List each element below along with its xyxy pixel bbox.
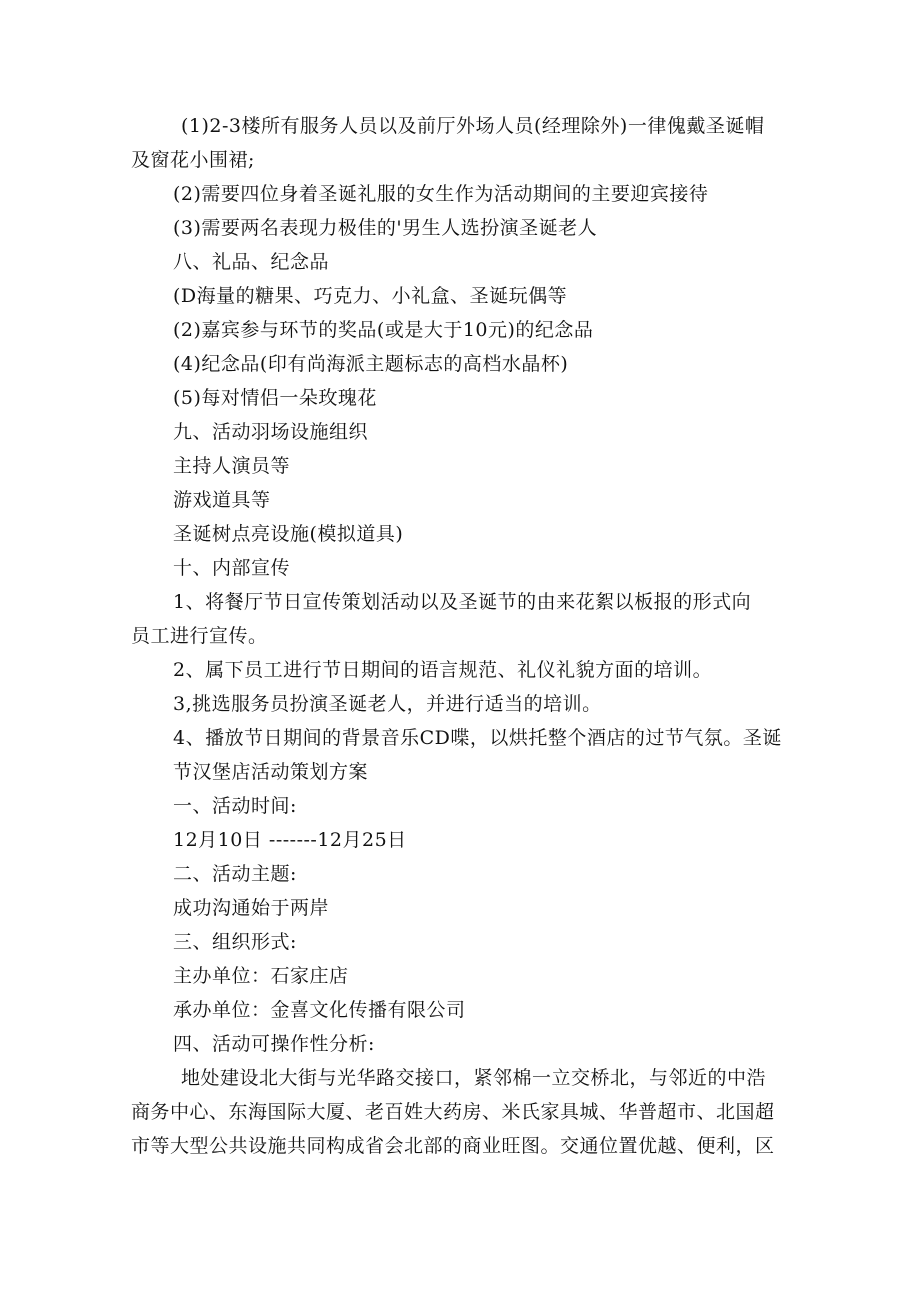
text-line: 1、将餐厅节日宣传策划活动以及圣诞节的由来花絮以板报的形式向 <box>173 591 752 613</box>
text-line: 市等大型公共设施共同构成省会北部的商业旺图。交通位置优越、便利，区 <box>131 1135 775 1157</box>
text-line: 承办单位：金喜文化传播有限公司 <box>173 999 466 1021</box>
text-line: (3)需要两名表现力极佳的'男生人选扮演圣诞老人 <box>173 217 598 239</box>
text-line: (1)2-3楼所有服务人员以及前厅外场人员(经理除外)一律傀戴圣诞帽 <box>181 115 765 137</box>
text-line: (2)嘉宾参与环节的奖品(或是大于10元)的纪念品 <box>173 319 594 341</box>
text-line: 主持人演员等 <box>173 455 291 477</box>
text-line: 成功沟通始于两岸 <box>173 897 330 919</box>
section-heading: 二、活动主题: <box>173 863 297 885</box>
section-heading: 八、礼品、纪念品 <box>173 251 330 273</box>
document-title: 节汉堡店活动策划方案 <box>173 761 369 783</box>
section-heading: 一、活动时间: <box>173 795 297 817</box>
text-line: 及窗花小围裙; <box>131 149 255 171</box>
text-line: (5)每对情侣一朵玫瑰花 <box>173 387 377 409</box>
section-heading: 十、内部宣传 <box>173 557 291 579</box>
text-line: (D海量的糖果、巧克力、小礼盒、圣诞玩偶等 <box>173 285 568 307</box>
text-line: 12月10日 -------12月25日 <box>173 829 407 851</box>
text-line: 主办单位：石家庄店 <box>173 965 349 987</box>
text-line: 员工进行宣传。 <box>131 625 268 647</box>
text-line: 3,挑选服务员扮演圣诞老人，并进行适当的培训。 <box>173 693 602 715</box>
section-heading: 四、活动可操作性分析: <box>173 1033 375 1055</box>
section-heading: 九、活动羽场设施组织 <box>173 421 369 443</box>
text-line: 4、播放节日期间的背景音乐CD喋，以烘托整个酒店的过节气氛。圣诞 <box>173 727 782 749</box>
section-heading: 三、组织形式: <box>173 931 297 953</box>
text-line: 游戏道具等 <box>173 489 271 511</box>
text-line: 地处建设北大街与光华路交接口，紧邻棉一立交桥北，与邻近的中浩 <box>181 1067 767 1089</box>
text-line: (4)纪念品(印有尚海派主题标志的高档水晶杯) <box>173 353 569 375</box>
text-line: 圣诞树点亮设施(模拟道具) <box>173 523 404 545</box>
text-line: 2、属下员工进行节日期间的语言规范、礼仪礼貌方面的培训。 <box>173 659 713 681</box>
text-line: (2)需要四位身着圣诞礼服的女生作为活动期间的主要迎宾接待 <box>173 183 709 205</box>
text-line: 商务中心、东海国际大厦、老百姓大药房、米氏家具城、华普超市、北国超 <box>131 1101 775 1123</box>
